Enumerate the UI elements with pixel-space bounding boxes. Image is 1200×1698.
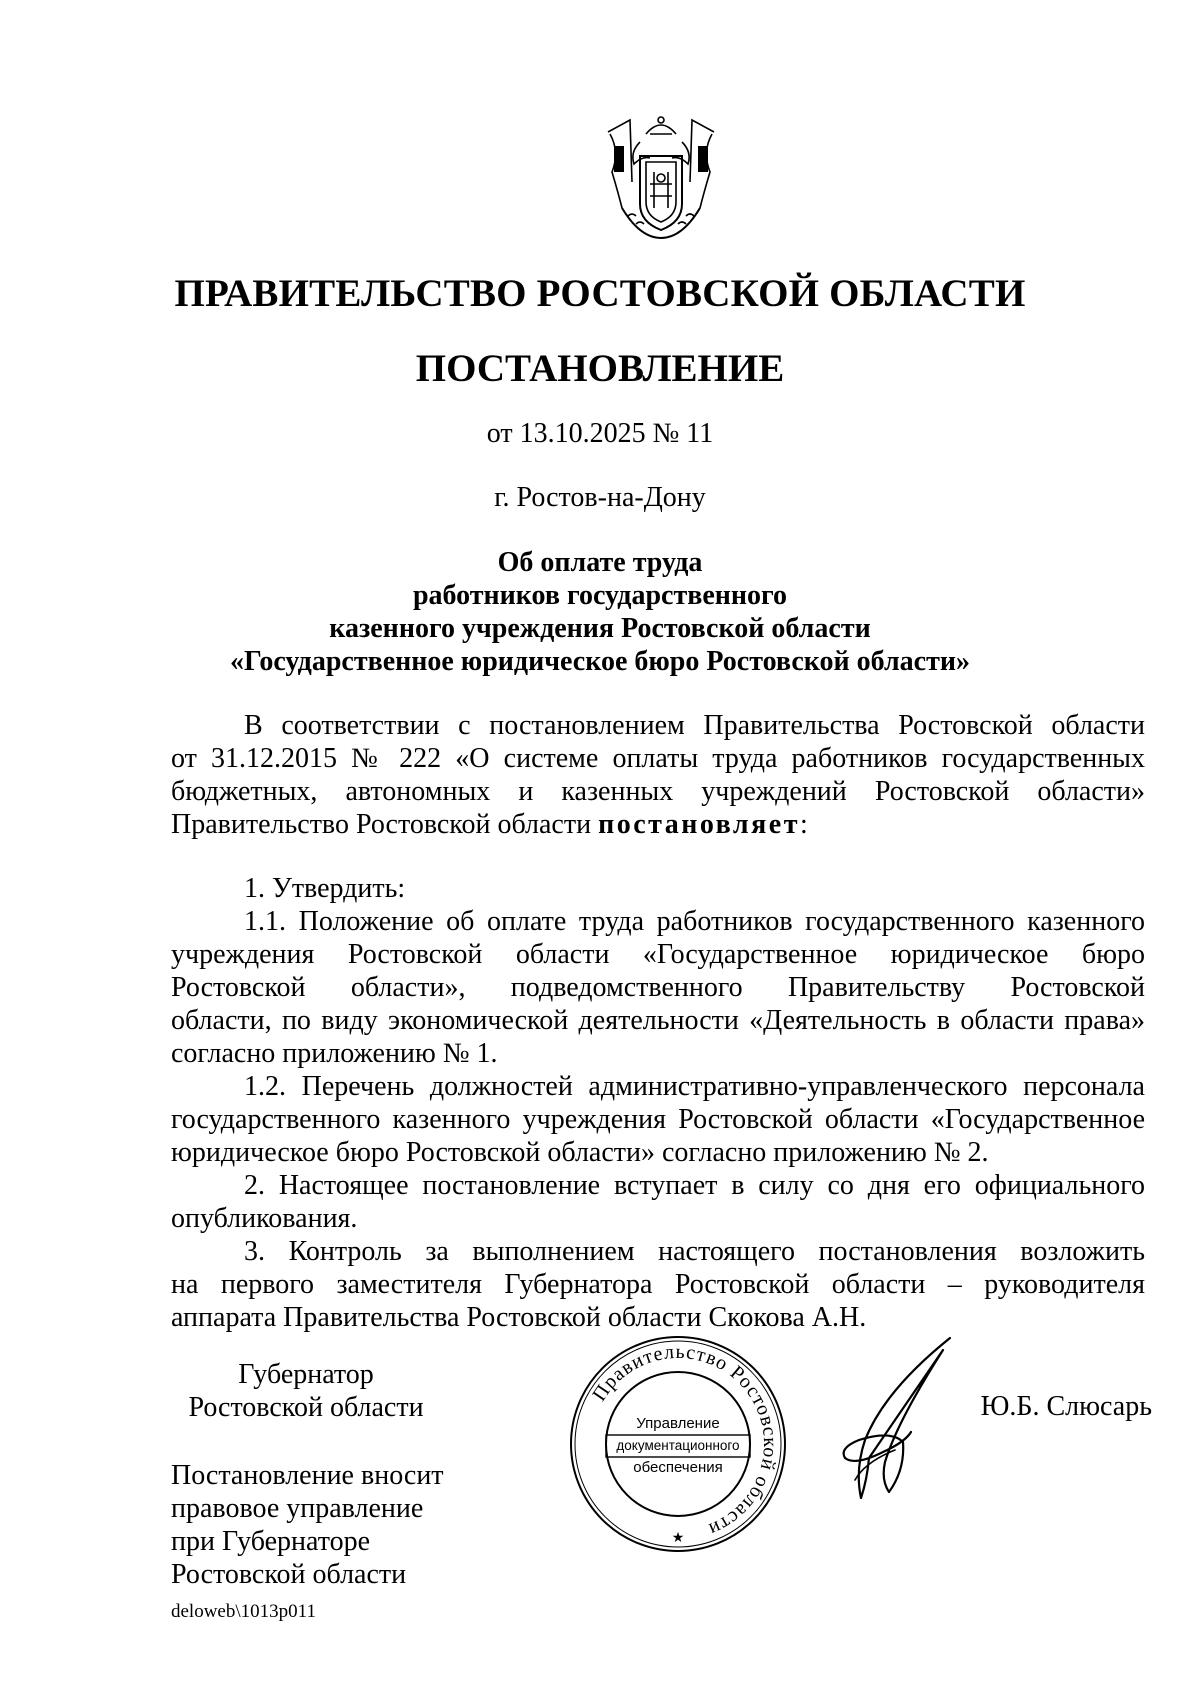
preamble-line: бюджетных, автономных и казенных учреждений Ростовской области» (171, 776, 1145, 807)
coat-of-arms-icon (600, 112, 722, 244)
item-3-line: на первого заместителя Губернатора Ростовской области – руководителя (171, 1269, 1145, 1300)
svg-text:★: ★ (671, 1531, 685, 1546)
signatory-name: Ю.Б. Слюсарь (980, 1391, 1152, 1422)
item-1: 1. Утвердить: (244, 873, 406, 904)
subject-line: работников государственного (412, 580, 788, 611)
preamble-paragraph (171, 709, 1145, 841)
svg-text:Правительство Ростовской облас: Правительство Ростовской области (588, 1340, 782, 1541)
item-1-2-line: государственного казенного учреждения Ростовской области «Государственное (171, 1104, 1145, 1135)
item-1-1-line: согласно приложению № 1. (171, 1038, 498, 1069)
handwritten-signature (825, 1330, 965, 1510)
preamble-line: В соответствии с постановлением Правительства Ростовской области (244, 710, 1145, 741)
preamble-decree-word: постановляет (598, 809, 800, 840)
item-2-line: опубликования. (171, 1203, 358, 1234)
document-subject (0, 546, 1200, 678)
signatory-title (171, 1358, 441, 1424)
item-3-line: аппарата Правительства Ростовской области Скокова А.Н. (171, 1302, 867, 1333)
item-1-1-line: 1.1. Положение об оплате труда работников государственного казенного (244, 906, 1145, 937)
submitted-by-line: Постановление вносит (171, 1460, 444, 1491)
item-1-2-line: 1.2. Перечень должностей административно-управленческого персонала (244, 1071, 1145, 1102)
subject-line: казенного учреждения Ростовской области (329, 613, 871, 644)
signatory-title-line: Губернатор (238, 1359, 374, 1390)
document-city: г. Ростов-на-Дону (494, 482, 706, 513)
document-registry-id: deloweb\1013p011 (171, 1601, 316, 1622)
item-1-1-line: области, по виду экономической деятельности «Деятельность в области права» (171, 1005, 1145, 1036)
subject-line: Об оплате труда (497, 547, 703, 578)
submitted-by-line: Ростовской области (171, 1559, 407, 1590)
svg-text:обеспечения: обеспечения (633, 1459, 723, 1476)
preamble-line: от 31.12.2015 № 222 «О системе оплаты труда работников государственных (171, 743, 1145, 774)
item-2-line: 2. Настоящее постановление вступает в силу со дня его официального (244, 1170, 1145, 1201)
document-date-number: от 13.10.2025 № 11 (486, 418, 714, 449)
item-1-2-line: юридическое бюро Ростовской области» согласно приложению № 2. (171, 1137, 989, 1168)
resolution-items (171, 872, 1145, 1334)
official-seal (568, 1334, 788, 1554)
submitted-by-note (171, 1459, 444, 1591)
item-1-1-line: учреждения Ростовской области «Государственное юридическое бюро (171, 939, 1145, 970)
submitted-by-line: правовое управление (171, 1493, 424, 1524)
signatory-title-line: Ростовской области (188, 1392, 424, 1423)
submitted-by-line: при Губернаторе (171, 1526, 371, 1557)
svg-text:Управление: Управление (636, 1415, 720, 1432)
preamble-colon: : (799, 809, 808, 840)
preamble-text: Правительство Ростовской области (171, 809, 599, 840)
preamble-line (171, 808, 1145, 841)
item-3-line: 3. Контроль за выполнением настоящего постановления возложить (244, 1236, 1145, 1267)
organization-title: ПРАВИТЕЛЬСТВО РОСТОВСКОЙ ОБЛАСТИ (174, 272, 1026, 315)
document-type: ПОСТАНОВЛЕНИЕ (415, 347, 785, 390)
svg-text:документационного: документационного (616, 1438, 740, 1453)
item-1-1-line: Ростовской области», подведомственного Правительству Ростовской (171, 972, 1145, 1003)
subject-line: «Государственное юридическое бюро Ростовской области» (230, 646, 970, 677)
